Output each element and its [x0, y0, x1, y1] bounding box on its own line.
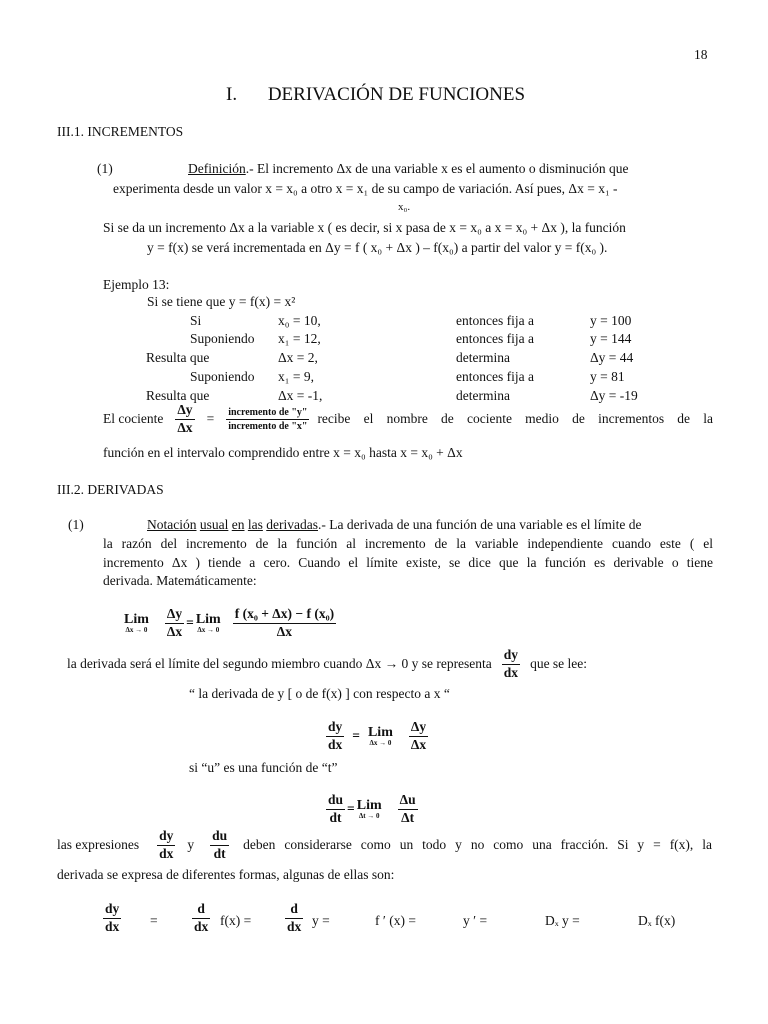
- du-dt-fraction: [210, 829, 229, 862]
- fraction-numerator: dy: [103, 902, 121, 919]
- limit-word: Lim: [124, 611, 149, 627]
- fraction-denominator: Δx: [276, 623, 293, 639]
- limit-subscript: Δx → 0: [197, 625, 220, 634]
- fraction-denominator: dt: [213, 845, 226, 861]
- limit-definition-formula: [124, 607, 336, 640]
- limit-subscript: Δt → 0: [358, 811, 380, 820]
- example-intro-text: Si se tiene que y = f(x) = x²: [147, 294, 296, 309]
- fraction-denominator: dx: [287, 918, 302, 934]
- delta-u-t-quotient: [398, 793, 418, 826]
- notation-form: Dₓ y =: [545, 913, 580, 928]
- dy-dx-fraction: [157, 829, 175, 862]
- definition-item-number: (1): [97, 161, 113, 176]
- fraction-numerator: f (x₀ + Δx) − f (x₀): [233, 607, 336, 624]
- row-result: Δy = 44: [590, 350, 634, 365]
- fraction-numerator: Δy: [409, 720, 428, 737]
- definition-line-1: [188, 161, 629, 177]
- notation-label-word: las: [247, 517, 263, 532]
- limit-subscript: Δx → 0: [369, 738, 392, 747]
- fraction-numerator: d: [285, 902, 303, 919]
- notation-item-number: (1): [68, 517, 84, 532]
- page-number: 18: [694, 47, 708, 62]
- limit-operator: [124, 613, 149, 635]
- notation-line-4: derivada. Matemáticamente:: [103, 573, 257, 588]
- chapter-numeral: I.: [226, 84, 238, 105]
- limit-operator: [196, 613, 221, 635]
- notation-line-1: [147, 517, 641, 533]
- fraction-denominator: Δx: [166, 623, 183, 639]
- expressions-conjunction: y: [187, 837, 195, 853]
- row-result: y = 100: [590, 313, 632, 328]
- row-result: y = 144: [590, 331, 632, 346]
- limit-word: Lim: [356, 797, 382, 813]
- notation-label-word: Notación: [147, 517, 197, 532]
- delta-quotient: [165, 607, 184, 640]
- cociente-post: recibe el nombre de cociente medio de incrementos de la: [317, 411, 713, 427]
- expressions-line-2: derivada se expresa de diferentes formas, algunas de ellas son:: [57, 867, 395, 882]
- fraction-denominator: Δx: [410, 736, 427, 752]
- quotient-fraction: [175, 403, 194, 436]
- notation-form: y ′ =: [463, 913, 488, 928]
- increment-ratio-fraction: [226, 407, 309, 432]
- fraction-denominator: dx: [105, 918, 120, 934]
- row-label: Resulta que: [146, 350, 210, 365]
- row-value: x₁ = 12,: [278, 331, 321, 346]
- row-relation: entonces fija a: [456, 331, 534, 346]
- fraction-numerator: Δu: [398, 793, 418, 810]
- increment-line-1: Si se da un incremento Δx a la variable x ( es decir, si x pasa de x = x₀ a x = x₀ + Δx ), la función: [103, 220, 626, 235]
- notation-form: f(x) =: [220, 913, 252, 928]
- dy-dx-fraction: [502, 648, 520, 681]
- fraction-numerator: dy: [326, 720, 344, 737]
- notation-label-word: usual: [199, 517, 229, 532]
- definition-text: .- El incremento Δx de una variable x es el aumento o disminución que: [245, 161, 629, 176]
- expressions-line: [57, 829, 712, 862]
- row-label: Si: [190, 313, 202, 328]
- chapter-title: [226, 84, 525, 106]
- definition-label: Definición: [188, 161, 246, 176]
- limit-word: Lim: [195, 611, 221, 627]
- limit-operator: [357, 799, 382, 821]
- dy-dx-fraction: [326, 720, 344, 753]
- notation-form: f ′ (x) =: [375, 913, 416, 928]
- fraction-denominator: dx: [328, 736, 343, 752]
- section-heading-incrementos: III.1. INCREMENTOS: [57, 124, 184, 139]
- expressions-pre: las expresiones: [57, 837, 140, 853]
- fraction-denominator: dt: [329, 809, 342, 825]
- notation-form: Dₓ f(x): [638, 913, 676, 928]
- dy-dx-fraction: [103, 902, 121, 935]
- representation-post: que se lee:: [530, 656, 588, 672]
- row-relation: determina: [456, 388, 510, 403]
- derivative-formula-t: [326, 793, 418, 826]
- fraction-numerator: incremento de "y": [228, 406, 308, 418]
- d-dx-operator: [285, 902, 303, 935]
- reading-quote: “ la derivada de y [ o de f(x) ] con respecto a x “: [189, 686, 450, 701]
- equals-sign: =: [352, 728, 360, 744]
- notation-form: =: [150, 913, 158, 928]
- fraction-denominator: incremento de "x": [228, 420, 308, 432]
- fraction-denominator: dx: [503, 664, 519, 680]
- row-result: Δy = -19: [590, 388, 638, 403]
- delta-quotient: [409, 720, 428, 753]
- fraction-numerator: Δy: [165, 607, 184, 624]
- increment-line-2: y = f(x) se verá incrementada en Δy = f ( x₀ + Δx ) – f(x₀) a partir del valor y = f(x₀ ).: [147, 240, 608, 255]
- row-relation: determina: [456, 350, 510, 365]
- row-value: x₁ = 9,: [278, 369, 314, 384]
- cociente-pre: El cociente: [103, 411, 164, 427]
- difference-quotient: [233, 607, 336, 640]
- row-value: Δx = 2,: [278, 350, 318, 365]
- row-label: Suponiendo: [190, 331, 255, 346]
- example-title: Ejemplo 13:: [103, 277, 170, 292]
- representation-text: la derivada será el límite del segundo miembro cuando Δx → 0 y se representa: [67, 656, 492, 672]
- d-dx-operator: [192, 902, 210, 935]
- equals-sign: =: [347, 801, 355, 817]
- limit-operator: [368, 726, 393, 748]
- equals-sign: =: [206, 411, 215, 427]
- notation-label-word: en: [231, 517, 245, 532]
- fraction-numerator: dy: [502, 648, 520, 665]
- limit-word: Lim: [367, 724, 393, 740]
- fraction-denominator: Δx: [177, 419, 193, 435]
- equals-sign: =: [186, 615, 194, 631]
- row-value: Δx = -1,: [278, 388, 323, 403]
- limit-subscript: Δx → 0: [125, 625, 148, 634]
- cociente-line: [103, 403, 713, 436]
- fraction-denominator: dx: [194, 918, 209, 934]
- notation-label-word: derivadas: [266, 517, 318, 532]
- fraction-denominator: dx: [159, 845, 174, 861]
- definition-line-2: experimenta desde un valor x = x₀ a otro x = x₁ de su campo de variación. Así pues, Δx = x₁ -: [113, 181, 618, 196]
- expressions-post: deben considerarse como un todo y no como una fracción. Si y = f(x), la: [243, 837, 712, 853]
- section-heading-derivadas: III.2. DERIVADAS: [57, 482, 164, 497]
- cociente-line-2: función en el intervalo comprendido entre x = x₀ hasta x = x₀ + Δx: [103, 445, 463, 460]
- notation-line-2: [103, 536, 713, 552]
- fraction-numerator: du: [210, 829, 229, 846]
- fraction-numerator: dy: [157, 829, 175, 846]
- notation-line-2-text: la razón del incremento de la función al incremento de la variable independiente cuando este ( el: [103, 536, 713, 551]
- fraction-numerator: du: [326, 793, 345, 810]
- example-intro: [147, 294, 295, 310]
- row-relation: entonces fija a: [456, 369, 534, 384]
- row-result: y = 81: [590, 369, 625, 384]
- fraction-denominator: Δt: [401, 809, 415, 825]
- row-relation: entonces fija a: [456, 313, 534, 328]
- row-label: Suponiendo: [190, 369, 255, 384]
- fraction-numerator: Δy: [175, 403, 194, 420]
- notation-line-3-text: incremento Δx ) tiende a cero. Cuando el límite existe, se dice que la función es derivable o tiene: [103, 555, 713, 570]
- notation-line-3: [103, 555, 713, 571]
- derivative-formula-x: [326, 720, 428, 753]
- fraction-numerator: d: [192, 902, 210, 919]
- representation-line: [67, 648, 587, 681]
- row-label: Resulta que: [146, 388, 210, 403]
- notation-text: .- La derivada de una función de una variable es el límite de: [317, 517, 642, 532]
- row-value: x₀ = 10,: [278, 313, 321, 328]
- u-function-of-t: si “u” es una función de “t”: [189, 760, 338, 775]
- definition-line-3: x₀.: [398, 201, 411, 213]
- notation-form: y =: [312, 913, 330, 928]
- chapter-title-text: DERIVACIÓN DE FUNCIONES: [267, 84, 526, 105]
- du-dt-fraction: [326, 793, 345, 826]
